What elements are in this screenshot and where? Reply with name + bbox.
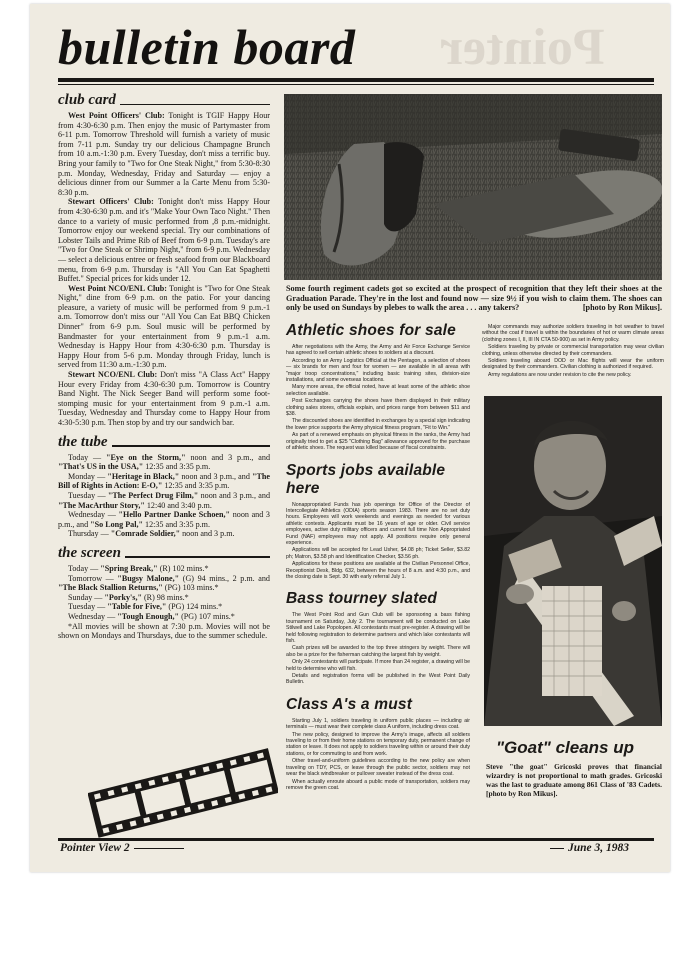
screen-line <box>58 602 270 612</box>
class-a-paragraph: The new policy, designed to improve the Army's image, affects all soldiers traveling to or from their home stations on temporary duty, permanent change of station or leave. It does not apply to soldiers traveling within or around their duty stations, or for commuting to and from work. <box>286 731 470 757</box>
show-title: "Comrade Soldier," <box>110 529 181 539</box>
shoes-photo-caption <box>286 284 662 313</box>
movie-info: (G) 94 mins., 2 p.m. and <box>179 573 270 583</box>
club-name: Stewart NCO/ENL Club: <box>68 370 158 380</box>
athletic-heading: Athletic shoes for sale <box>286 322 456 339</box>
class-a-paragraph: Soldiers traveling by private or commercial transportation may wear civilian clothing, unless otherwise directed by their commanders. <box>482 344 664 357</box>
footer-dash <box>550 848 564 849</box>
masthead-rule <box>58 78 654 82</box>
screen-line <box>58 564 270 574</box>
club-paragraph <box>58 111 270 197</box>
tube-heading <box>58 434 270 451</box>
show-title: "Heritage in Black," <box>107 471 180 481</box>
movie-title: "Porky's," <box>104 592 142 602</box>
movie-info: (PG) 103 mins.* <box>162 583 219 593</box>
masthead-rule-thin <box>58 84 654 85</box>
show-title: "The Bill of Rights in Action: E-O," <box>58 471 270 491</box>
masthead-title: bulletin board <box>58 19 356 75</box>
cadet-photo <box>484 396 662 726</box>
times: 12:35 and 3:35 p.m. <box>162 481 230 491</box>
club-text: Tonight don't miss Happy Hour from 4:30-6:30 p.m. and it's "Make Your Own Taco Night." Then dance to a variety of music performed from ,8 p.m.-midnight. Tomorrow enjoy our weekend special. Try our combinations of Lobster Tails and Prime Rib of Beef from 6-9 p.m. Tuesday's are "Two for One Steak or Shrimp Night," from 6-9 p.m. Wednesday — select a delicious entree or fresh seafood from our Blackboard menu, from 6-9 p.m. Thursday is "All You Can Eat Spaghetti Buffet." Special prices for kids under 12. <box>58 197 270 284</box>
athletic-paragraph: According to an Army Logistics Official at the Pentagon, a selection of shoes — six brands for men and four for women — are available in all areas with "major troop concentrations," including basic training sites, division-size installations, and some overseas locations. <box>286 357 470 384</box>
show-title: "The MacArthur Story," <box>58 500 145 510</box>
tube-heading-text: the tube <box>58 433 108 450</box>
screen-line <box>58 593 270 603</box>
bass-heading: Bass tourney slated <box>286 590 438 608</box>
athletic-body <box>286 344 470 452</box>
screen-line <box>58 612 270 622</box>
newspaper-page <box>30 4 670 872</box>
sports-jobs-heading: Sports jobs available here <box>286 461 446 497</box>
tube-body <box>58 453 270 539</box>
day: Wednesday — <box>68 510 119 520</box>
tube-line <box>58 453 270 472</box>
club-paragraph <box>58 197 270 283</box>
times: noon and 3 p.m. <box>180 529 235 539</box>
movie-info: (R) 98 mins.* <box>141 592 189 602</box>
screen-note: *All movies will be shown at 7:30 p.m. Movies will not be shown on Mondays and Thursdays, due to the summer schedule. <box>58 621 270 641</box>
class-a-paragraph: When actually enroute aboard a public mode of transportation, soldiers may remove the green coat. <box>286 778 470 791</box>
bleed-through-text: Pointer <box>440 19 605 76</box>
sports-jobs-body <box>286 502 470 581</box>
class-a-heading: Class A's a must <box>286 695 413 713</box>
screen-line <box>58 574 270 593</box>
day: Monday — <box>68 471 108 481</box>
club-name: West Point NCO/ENL Club: <box>68 283 167 293</box>
day: Thursday — <box>68 529 111 539</box>
movie-title: "Bugsy Malone," <box>117 573 180 583</box>
athletic-paragraph: The discounted shoes are identified in exchanges by a special sign indicating the lower price supports the Army physical fitness program, "Fit to Win." <box>286 418 470 431</box>
class-a-paragraph: Other travel-and-uniform guidelines according to the new policy are when traveling on TDY, PCS, or leave through the public sector, soldiers may not wear the black windbreaker or pullover sweater instead of the dress coat. <box>286 758 470 778</box>
times: noon and 3 p.m., and <box>58 510 270 529</box>
class-a-body <box>286 718 470 791</box>
times: 12:35 and 3:35 p.m. <box>143 519 210 529</box>
jobs-paragraph: Nonappropriated Funds has job openings for Office of the Director of Intercollegiate Athletics (ODIA) sports season 1983. There are no set duty hours. Employees will work weekends and evenings as needed for various athletic contests. Applicants must be 16 years of age or older. Civil service employees, active duty military officers and current full time Non Appropriated Fund (NAF) employees may not apply. All positions require only general experience. <box>286 501 470 546</box>
jobs-paragraph: Applications for these positions are available at the Civilian Personnel Office, Receptionist Desk, Bldg. 632, between the hours of 8 a.m. and 4:30 p.m., and the closing date is Sept. 30 with early referral July 1. <box>286 561 470 580</box>
movie-info: (PG) 124 mins.* <box>166 602 223 612</box>
club-name: West Point Officers' Club: <box>68 111 165 120</box>
times: noon and 3 p.m., and <box>185 452 270 462</box>
athletic-paragraph: Many more areas, the official noted, have at least some of the athletic shoe selection available. <box>286 384 470 397</box>
footer-left <box>60 842 184 854</box>
class-a-paragraph: Starting July 1, soldiers traveling in uniform public places — including air terminals — must wear their complete class A uniform, including dress coat. <box>286 717 470 731</box>
day: Today — <box>68 452 106 462</box>
club-text: Don't miss "A Class Act" Happy Hour every Friday from 4:30-6:30 p.m. Tomorrow is Country Band Night. The Nick Seeger Band will perform some foot-stomping music for your entertainment from 9 p.m.-1 a.m. Tuesday, Wednesday and Thursday come to Happy Hour from 4:30-5:30 p.m. Then stop by and try our sandwich bar. <box>58 370 270 427</box>
club-paragraph <box>58 370 270 428</box>
times: noon and 3 p.m., and <box>179 471 252 481</box>
movie-info: (R) 102 mins.* <box>157 563 209 573</box>
movie-title: "The Black Stallion Returns," <box>58 583 163 593</box>
class-a-paragraph: Army regulations are now under revision to cite the new policy. <box>488 371 632 378</box>
class-a-paragraph: Soldiers traveling aboard DOD or Mac flights will wear the uniform designated by their commanders. Civilian clothing is authorized if required. <box>482 358 664 371</box>
club-card-heading-text: club card <box>58 92 116 108</box>
movie-info: (PG) 107 mins.* <box>179 611 235 621</box>
show-title: "Hello Partner Danke Schoen," <box>118 510 231 520</box>
screen-heading <box>58 545 270 562</box>
day: Today — <box>68 563 101 573</box>
goat-caption: Steve "the goat" Gricoski proves that financial wizardry is not proportional to math grades. Gricoski was the last to graduate among 861 Class of '83 Cadets. [photo by Ron Mikus]. <box>486 762 662 798</box>
show-title: "The Perfect Drug Film," <box>107 490 199 500</box>
tube-line <box>58 510 270 529</box>
screen-heading-text: the screen <box>58 544 121 561</box>
jobs-paragraph: Applications will be accepted for Lead Usher, $4.08 ph; Ticket Seller, $3.82 ph; Matron, $3.58 ph and Identification Checker, $3.56 ph. <box>286 547 470 560</box>
show-title: "Eye on the Storm," <box>105 452 186 462</box>
day: Wednesday — <box>68 611 118 621</box>
footer-rule <box>58 838 654 841</box>
left-column <box>58 90 270 641</box>
athletic-paragraph: Post Exchanges carrying the shoes have them displayed in their military clothing sales stores, officials explain, and prices range from between $11 and $38. <box>286 398 470 418</box>
show-title: "So Long Pal," <box>90 519 143 529</box>
class-a-continued <box>482 324 664 379</box>
club-name: Stewart Officers' Club: <box>68 197 154 207</box>
day: Sunday — <box>68 592 105 602</box>
footer-right <box>550 842 629 854</box>
movie-title: "Spring Break," <box>100 563 158 573</box>
club-paragraph <box>58 284 270 370</box>
bass-body <box>286 612 470 685</box>
times: 12:40 and 3:40 p.m. <box>144 500 212 510</box>
day: Tuesday — <box>68 602 108 612</box>
athletic-paragraph: After negotiations with the Army, the Army and Air Force Exchange Service has agreed to sell certain athletic shoes to soldiers at a discount. <box>286 344 470 357</box>
club-card-heading <box>58 92 270 109</box>
caption-text: Some fourth regiment cadets got so excited at the prospect of recognition that they left their shoes at the Graduation Parade. They're in the lost and found now — size 9½ if you wish to claim them. The shoes can only be used on Sundays by plebes to walk the area . . . any takers? <box>286 284 662 313</box>
times: noon and 3 p.m., and <box>198 490 270 500</box>
club-text: Tonight is "Two for One Steak Night," dine from 6-9 p.m. on the patio. For your dancing pleasure, a variety of music will be performed from 9 p.m.-1 a.m. Tomorrow don't miss our "All You Can Eat BBQ Chicken Dinner" from 6-9 p.m. Soul music will be performed by Bandmaster for your entertainment from 9 p.m.-1 a.m. Wednesday is Happy Hour from 4:30-6:30 p.m. Thursday is Happy Hour from 5-6 p.m. Monday through Friday, lunch is served from 11:30 a.m.-1:30 p.m. <box>58 283 271 370</box>
tube-line <box>58 491 270 510</box>
middle-column <box>286 320 470 792</box>
bass-paragraph: Cash prizes will be awarded to the top three stringers by weight. There will also be a prize for the fisherman catching the largest fish by weight. <box>286 645 470 658</box>
day: Tomorrow — <box>68 573 118 583</box>
movie-title: "Table for Five," <box>107 602 167 612</box>
class-a-paragraph: Major commands may authorize soldiers traveling in hot weather to travel without the coat if travel is within the boundaries of hot or warm climate areas (clothing zones I, II, III IN CTA 50-900) as set in Army policy. <box>482 324 664 343</box>
movie-title: "Tough Enough," <box>117 611 180 621</box>
club-card-body <box>58 111 270 428</box>
tube-line <box>58 472 270 491</box>
tube-line <box>58 529 270 539</box>
footer-date: June 3, 1983 <box>568 842 630 854</box>
footer-page-label: Pointer View 2 <box>60 842 130 854</box>
times: 12:35 and 3:35 p.m. <box>143 462 211 472</box>
club-text: Tonight is TGIF Happy Hour from 4:30-6:30 p.m. Then enjoy the music of Partymaster from 6-11 p.m. Tomorrow Threshold will furnish a variety of music from 7-11 p.m. Sunday try our delicious Champagne Brunch from 10 a.m.-1:30 p.m. Every Tuesday, don't miss a terrific buy. Bring your family to "Two for One Steak Night," from 5:30-8:30 p.m. Monday, Wednesday, Friday and Saturday — enjoy a delicious dinner from our Summer a la Carte Menu from 5:30-8:30 p.m. <box>58 111 270 197</box>
athletic-paragraph: As part of a renewed emphasis on physical fitness in the ranks, the Army had originally tried to get a $25 "Clothing Bag" allowance approved for the purchase of athletic shoes. The request was killed because of fiscal constraints. <box>286 432 470 452</box>
screen-body <box>58 564 270 641</box>
photo-credit: [photo by Ron Mikus]. <box>582 303 662 313</box>
day: Tuesday — <box>68 490 108 500</box>
bass-paragraph: Only 24 contestants will participate. If more than 24 register, a drawing will be held to determine who will fish. <box>286 659 470 672</box>
film-strip-illustration <box>88 746 278 838</box>
goat-heading: "Goat" cleans up <box>496 738 634 757</box>
bass-paragraph: Details and registration forms will be published in the West Point Daily Bulletin. <box>286 673 470 686</box>
shoes-photo <box>284 94 662 280</box>
show-title: "That's US in the USA," <box>58 462 144 472</box>
bass-paragraph: The West Point Rod and Gun Club will be sponsoring a bass fishing tournament on Saturday, July 2. The tournament will be conducted on Lake Stilwell and Lake Popolopen. All contestants must pre-register. A drawing will be held following registration to determine partners and which lake contestants will fish. <box>286 612 470 644</box>
footer-dash <box>134 848 184 849</box>
